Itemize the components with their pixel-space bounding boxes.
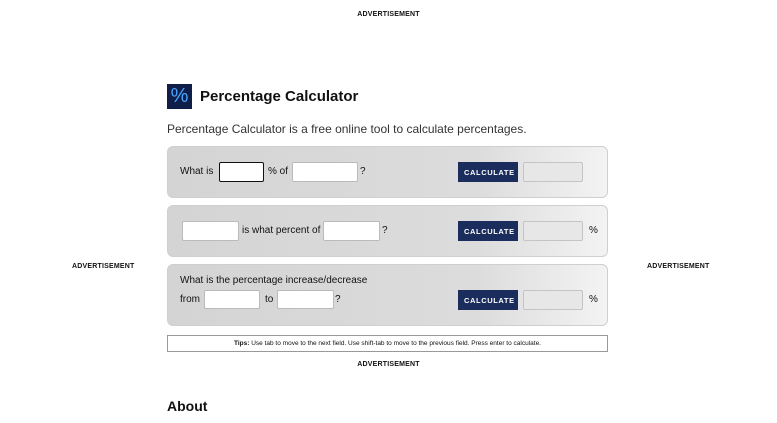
tips-text: Use tab to move to the next field. Use shift-tab to move to the previous field. Press enter to calculate. <box>249 340 541 347</box>
about-heading: About <box>167 398 208 414</box>
intro-text: Percentage Calculator is a free online tool to calculate percentages. <box>167 122 527 136</box>
calc3-to-input[interactable] <box>277 290 334 309</box>
page-title: Percentage Calculator <box>200 88 359 105</box>
calc3-to-label: to <box>265 294 274 305</box>
calc2-question-mark: ? <box>382 225 388 236</box>
calc3-percent-unit: % <box>589 294 598 305</box>
calc1-result-field <box>523 162 583 182</box>
calc2-calculate-button[interactable]: CALCULATE <box>458 221 518 241</box>
calc1-number-input[interactable] <box>292 162 358 182</box>
page-header <box>167 84 358 109</box>
calculator-is-what-percent-of <box>167 205 608 257</box>
calc1-prefix-label: What is <box>180 166 214 177</box>
calc3-question-mark: ? <box>335 294 341 305</box>
calc3-from-input[interactable] <box>204 290 260 309</box>
calc3-heading-label: What is the percentage increase/decrease <box>180 275 368 286</box>
percent-logo-icon: % <box>167 84 192 109</box>
calc2-number-input[interactable] <box>182 221 239 241</box>
calculator-what-is-percent-of <box>167 146 608 198</box>
calc2-total-input[interactable] <box>323 221 380 241</box>
tips-box <box>167 335 608 352</box>
calculator-percentage-change <box>167 264 608 326</box>
calc1-mid-label: % of <box>268 166 289 177</box>
advertisement-left: ADVERTISEMENT <box>72 263 135 270</box>
calc3-result-field <box>523 290 583 310</box>
calc3-from-label: from <box>180 294 200 305</box>
calc2-percent-unit: % <box>589 225 598 236</box>
calc1-question-mark: ? <box>360 166 366 177</box>
calc2-result-field <box>523 221 583 241</box>
tips-label: Tips: <box>234 340 250 347</box>
calc2-mid-label: is what percent of <box>242 225 321 236</box>
calc1-calculate-button[interactable]: CALCULATE <box>458 162 518 182</box>
advertisement-bottom: ADVERTISEMENT <box>357 361 420 368</box>
advertisement-right: ADVERTISEMENT <box>647 263 710 270</box>
advertisement-top: ADVERTISEMENT <box>357 11 420 18</box>
calc1-percent-input[interactable] <box>219 162 264 182</box>
calc3-calculate-button[interactable]: CALCULATE <box>458 290 518 310</box>
